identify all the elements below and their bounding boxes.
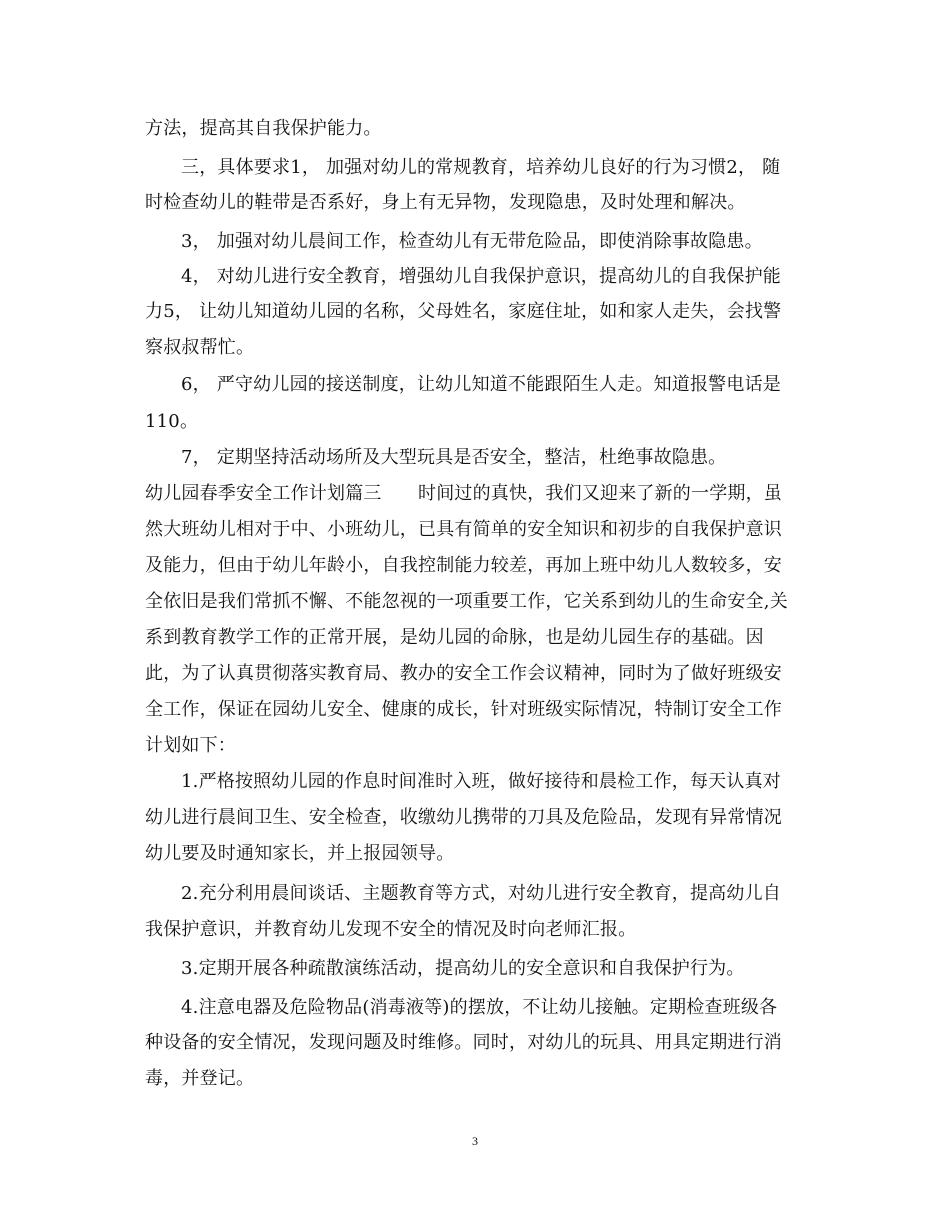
text-line: 2.充分利用晨间谈话、主题教育等方式，对幼儿进行安全教育，提高幼儿自: [181, 883, 781, 904]
text-line: 6， 严守幼儿园的接送制度，让幼儿知道不能跟陌生人走。知道报警电话是: [181, 374, 781, 395]
text-line: 110。: [145, 411, 199, 432]
text-line: 1.严格按照幼儿园的作息时间准时入班，做好接待和晨检工作，每天认真对: [181, 771, 781, 792]
text-line: 幼儿要及时通知家长，并上报园领导。: [145, 843, 455, 864]
text-line: 然大班幼儿相对于中、小班幼儿，已具有简单的安全知识和初步的自我保护意识: [145, 519, 782, 540]
text-line: 方法，提高其自我保护能力。: [145, 118, 382, 139]
text-line: 此，为了认真贯彻落实教育局、教办的安全工作会议精神，同时为了做好班级安: [145, 663, 782, 684]
text-line: 力5， 让幼儿知道幼儿园的名称，父母姓名，家庭住址，如和家人走失，会找警: [145, 301, 782, 322]
text-line: 3.定期开展各种疏散演练活动，提高幼儿的安全意识和自我保护行为。: [181, 958, 745, 979]
text-line: 及能力，但由于幼儿年龄小，自我控制能力较差，再加上班中幼儿人数较多，安: [145, 555, 782, 576]
page-number: 3: [472, 1134, 478, 1148]
text-line: 我保护意识，并教育幼儿发现不安全的情况及时向老师汇报。: [145, 919, 637, 940]
text-line: 察叔叔帮忙。: [145, 337, 255, 358]
text-line: 种设备的安全情况，发现问题及时维修。同时，对幼儿的玩具、用具定期进行消: [145, 1032, 782, 1053]
text-line: 计划如下：: [145, 735, 236, 756]
text-line: 幼儿进行晨间卫生、安全检查，收缴幼儿携带的刀具及危险品，发现有异常情况: [145, 807, 782, 828]
text-line: 时检查幼儿的鞋带是否系好，身上有无异物，发现隐患，及时处理和解决。: [145, 192, 746, 213]
text-line: 毒，并登记。: [145, 1068, 255, 1089]
section-heading-line: 幼儿园春季安全工作计划篇三 时间过的真快，我们又迎来了新的一学期，虽: [145, 483, 782, 504]
text-line: 3， 加强对幼儿晨间工作，检查幼儿有无带危险品，即使消除事故隐患。: [181, 231, 763, 252]
text-line: 系到教育教学工作的正常开展，是幼儿园的命脉，也是幼儿园生存的基础。因: [145, 627, 764, 648]
text-line: 全依旧是我们常抓不懈、不能忽视的一项重要工作，它关系到幼儿的生命安全,关: [145, 591, 788, 612]
text-line: 7， 定期坚持活动场所及大型玩具是否安全，整洁，杜绝事故隐患。: [181, 447, 727, 468]
text-line: 4.注意电器及危险物品(消毒液等)的摆放，不让幼儿接触。定期检查班级各: [181, 997, 778, 1018]
text-line: 三，具体要求1， 加强对幼儿的常规教育，培养幼儿良好的行为习惯2， 随: [181, 157, 781, 178]
text-line: 全工作，保证在园幼儿安全、健康的成长，针对班级实际情况，特制订安全工作: [145, 699, 782, 720]
text-line: 4， 对幼儿进行安全教育，增强幼儿自我保护意识，提高幼儿的自我保护能: [181, 266, 781, 287]
